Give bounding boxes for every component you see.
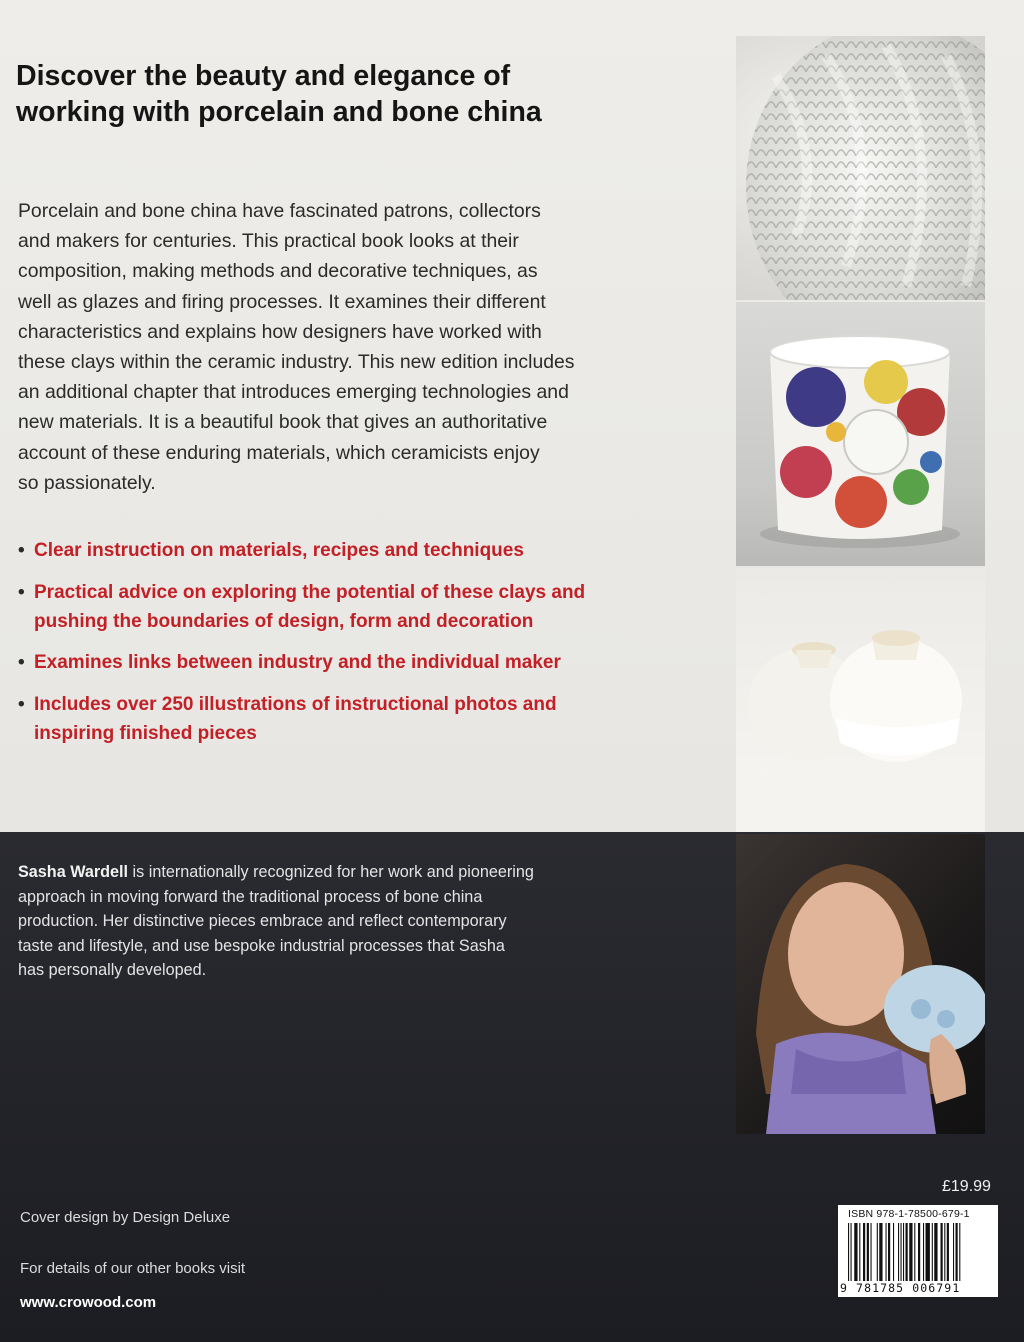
white-vessels-photo [736,568,985,832]
feature-item [18,578,718,636]
headline-line: Discover the beauty and elegance of [16,60,511,92]
feature-text: pushing the boundaries of design, form and decoration [34,610,534,632]
author-portrait-photo [736,834,985,1134]
intro-line: new materials. It is a beautiful book that gives an authoritative [18,411,548,434]
bio-line: taste and lifestyle, and use bespoke industrial processes that Sasha [18,936,505,955]
barcode-digits: 9 781785 006791 [840,1281,961,1295]
feature-list [18,536,718,760]
intro-line: Porcelain and bone china have fascinated patrons, collectors [18,200,541,222]
author-name: Sasha Wardell [18,863,129,881]
intro-paragraph [18,196,708,498]
cover-design-credit: Cover design by Design Deluxe [20,1209,231,1226]
bio-line: production. Her distinctive pieces embrace and reflect contemporary [18,912,507,930]
feature-item [18,536,718,565]
publisher-details: For details of our other books visit [20,1260,246,1277]
intro-line: an additional chapter that introduces emerging technologies and [18,381,569,404]
headline-line: working with porcelain and bone china [16,96,542,128]
intro-line: well as glazes and firing processes. It examines their different [18,290,546,313]
publisher-url[interactable]: www.crowood.com [20,1294,157,1311]
feature-item [18,648,718,677]
isbn-barcode [838,1205,998,1297]
intro-line: account of these enduring materials, which ceramicists enjoy [18,441,540,464]
feature-text: • Clear instruction on materials, recipes and techniques [34,540,524,561]
intro-line: so passionately. [18,471,156,494]
bio-line: approach in moving forward the traditional process of bone china [18,887,483,906]
intro-line: characteristics and explains how designers have worked with [18,320,542,343]
white-vessels-image [736,568,985,832]
price-label: £19.99 [942,1178,991,1195]
feature-text: • Includes over 250 illustrations of instructional photos and [34,693,557,715]
feature-text: • Practical advice on exploring the potential of these clays and [34,581,586,603]
barcode-bars [846,1223,994,1281]
feature-text: • Examines links between industry and the individual maker [34,652,561,673]
carved-vessel-image [736,36,985,300]
feature-item [18,690,718,748]
author-bio [18,860,718,983]
bio-line [18,860,718,885]
carved-vessel-photo [736,36,985,300]
headline [16,58,696,130]
isbn-label: ISBN 978-1-78500-679-1 [848,1208,970,1220]
bio-line-rest: is internationally recognized for her work and pioneering [128,863,534,881]
feature-text: inspiring finished pieces [34,722,257,744]
intro-line: composition, making methods and decorative techniques, as [18,260,538,283]
intro-line: these clays within the ceramic industry. This new edition includes [18,351,575,374]
intro-line: and makers for centuries. This practical book looks at their [18,230,519,253]
author-portrait-image [736,834,985,1134]
bio-line: has personally developed. [18,961,207,979]
floral-cup-photo [736,302,985,566]
floral-cup-image [736,302,985,566]
